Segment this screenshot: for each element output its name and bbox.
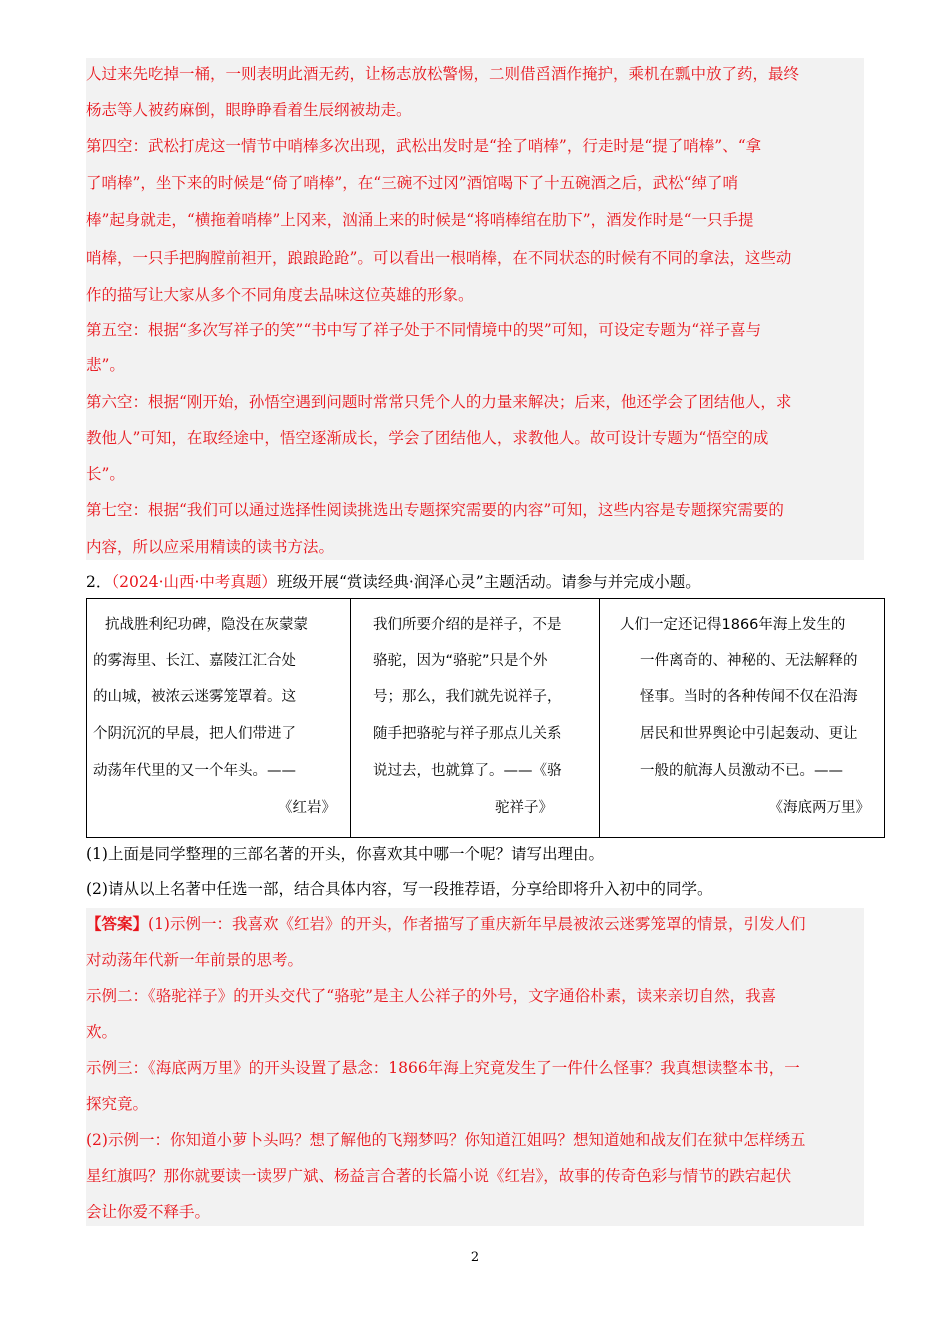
quote-line: 动荡年代里的又一个年头。—— <box>93 763 296 779</box>
question-source: （2024·山西·中考真题） <box>111 573 277 591</box>
answer-line: 教他人”可知，在取经途中，悟空逐渐成长，学会了团结他人，求教他人。故可设计专题为“悟空的成 <box>86 429 769 447</box>
subquestion-1: (1)上面是同学整理的三部名著的开头，你喜欢其中哪一个呢？请写出理由。 <box>86 845 604 863</box>
quote-cell-hongyan <box>87 599 351 838</box>
quote-line: 居民和世界舆论中引起轰动、更让 <box>640 726 858 742</box>
answer-line: 示例三：《海底两万里》的开头设置了悬念：1866年海上究竟发生了一件什么怪事？我真想读整本书，一 <box>86 1059 800 1077</box>
quote-cell-luotuo-xiangzi <box>351 599 600 838</box>
answer-line: 棒”起身就走，“横拖着哨棒”上冈来，汹涌上来的时候是“将哨棒绾在肋下”，酒发作时是“一只手提 <box>86 211 754 229</box>
question-text: 班级开展“赏读经典·润泽心灵”主题活动。请参与并完成小题。 <box>276 573 701 591</box>
answer-line <box>86 914 864 934</box>
page-number: 2 <box>470 1250 480 1265</box>
quote-line: 骆驼，因为“骆驼”只是个外 <box>373 653 548 669</box>
quote-cell-haidi-liangwanli <box>600 599 885 838</box>
answer-line: 杨志等人被药麻倒，眼睁睁看着生辰纲被劫走。 <box>86 101 412 119</box>
answer-line: 会让你爱不释手。 <box>86 1203 211 1221</box>
quote-line: 人们一定还记得1866年海上发生的 <box>620 617 846 633</box>
quote-line: 抗战胜利纪功碑，隐没在灰蒙蒙 <box>105 617 308 633</box>
answer-text: (1)示例一：我喜欢《红岩》的开头，作者描写了重庆新年早晨被浓云迷雾笼罩的情景，引发人们 <box>148 915 806 933</box>
answer-line: 对动荡年代新一年前景的思考。 <box>86 951 304 969</box>
answer-line: 第六空：根据“刚开始，孙悟空遇到问题时常常只凭个人的力量来解决；后来，他还学会了团结他人，求 <box>86 393 792 411</box>
answer-line: 了哨棒”，坐下来的时候是“倚了哨棒”，在“三碗不过冈”酒馆喝下了十五碗酒之后，武松“绰了哨 <box>86 174 739 192</box>
answer-line: 示例二：《骆驼祥子》的开头交代了“骆驼”是主人公祥子的外号，文字通俗朴素，读来亲切自然，我喜 <box>86 987 777 1005</box>
quote-line: 怪事。当时的各种传闻不仅在沿海 <box>640 689 858 705</box>
quote-line: 《海底两万里》 <box>768 800 870 816</box>
answer-label: 【答案】 <box>86 914 149 933</box>
answer-line: (2)示例一：你知道小萝卜头吗？想了解他的飞翔梦吗？你知道江姐吗？想知道她和战友们在狱中怎样绣五 <box>86 1131 806 1149</box>
quote-line: 驼祥子》 <box>495 800 553 816</box>
quote-line: 个阴沉沉的早晨，把人们带进了 <box>93 726 296 742</box>
answer-line: 欢。 <box>86 1023 118 1041</box>
answer-line: 第七空：根据“我们可以通过选择性阅读挑选出专题探究需要的内容”可知，这些内容是专题探究需要的 <box>86 501 784 519</box>
question-number: 2． <box>86 573 112 591</box>
answer-line: 内容，所以应采用精读的读书方法。 <box>86 538 335 556</box>
answer-line: 第四空：武松打虎这一情节中哨棒多次出现，武松出发时是“拴了哨棒”，行走时是“提了哨棒”、“拿 <box>86 137 762 155</box>
opening-quotes-table <box>86 598 885 838</box>
quote-line: 一件离奇的、神秘的、无法解释的 <box>640 653 858 669</box>
quote-line: 我们所要介绍的是祥子，不是 <box>373 617 562 633</box>
answer-background-top <box>86 58 864 560</box>
answer-line: 星红旗吗？那你就要读一读罗广斌、杨益言合著的长篇小说《红岩》，故事的传奇色彩与情节的跌宕起伏 <box>86 1167 792 1185</box>
quote-line: 的山城，被浓云迷雾笼罩着。这 <box>93 689 296 705</box>
answer-line: 第五空：根据“多次写祥子的笑”“书中写了祥子处于不同情境中的哭”可知，可设定专题为“祥子喜与 <box>86 321 762 339</box>
answer-line: 哨棒，一只手把胸膛前袒开，踉踉跄跄”。可以看出一根哨棒，在不同状态的时候有不同的拿法，这些动 <box>86 249 792 267</box>
answer-line: 探究竟。 <box>86 1095 149 1113</box>
quote-line: 一般的航海人员激动不已。—— <box>640 763 843 779</box>
quote-line: 说过去，也就算了。——《骆 <box>373 763 562 779</box>
quote-line: 《红岩》 <box>278 800 336 816</box>
quote-line: 的雾海里、长江、嘉陵江汇合处 <box>93 653 296 669</box>
quote-line: 随手把骆驼与祥子那点儿关系 <box>373 726 562 742</box>
quote-line: 号；那么，我们就先说祥子， <box>373 689 562 705</box>
answer-line: 长”。 <box>86 465 125 483</box>
question-2-stem <box>86 572 876 592</box>
subquestion-2: (2)请从以上名著中任选一部，结合具体内容，写一段推荐语，分享给即将升入初中的同学。 <box>86 880 713 898</box>
answer-line: 作的描写让大家从多个不同角度去品味这位英雄的形象。 <box>86 286 474 304</box>
answer-line: 悲”。 <box>86 356 125 374</box>
answer-line: 人过来先吃掉一桶，一则表明此酒无药，让杨志放松警惕，二则借舀酒作掩护，乘机在瓢中放了药，最终 <box>86 65 800 83</box>
